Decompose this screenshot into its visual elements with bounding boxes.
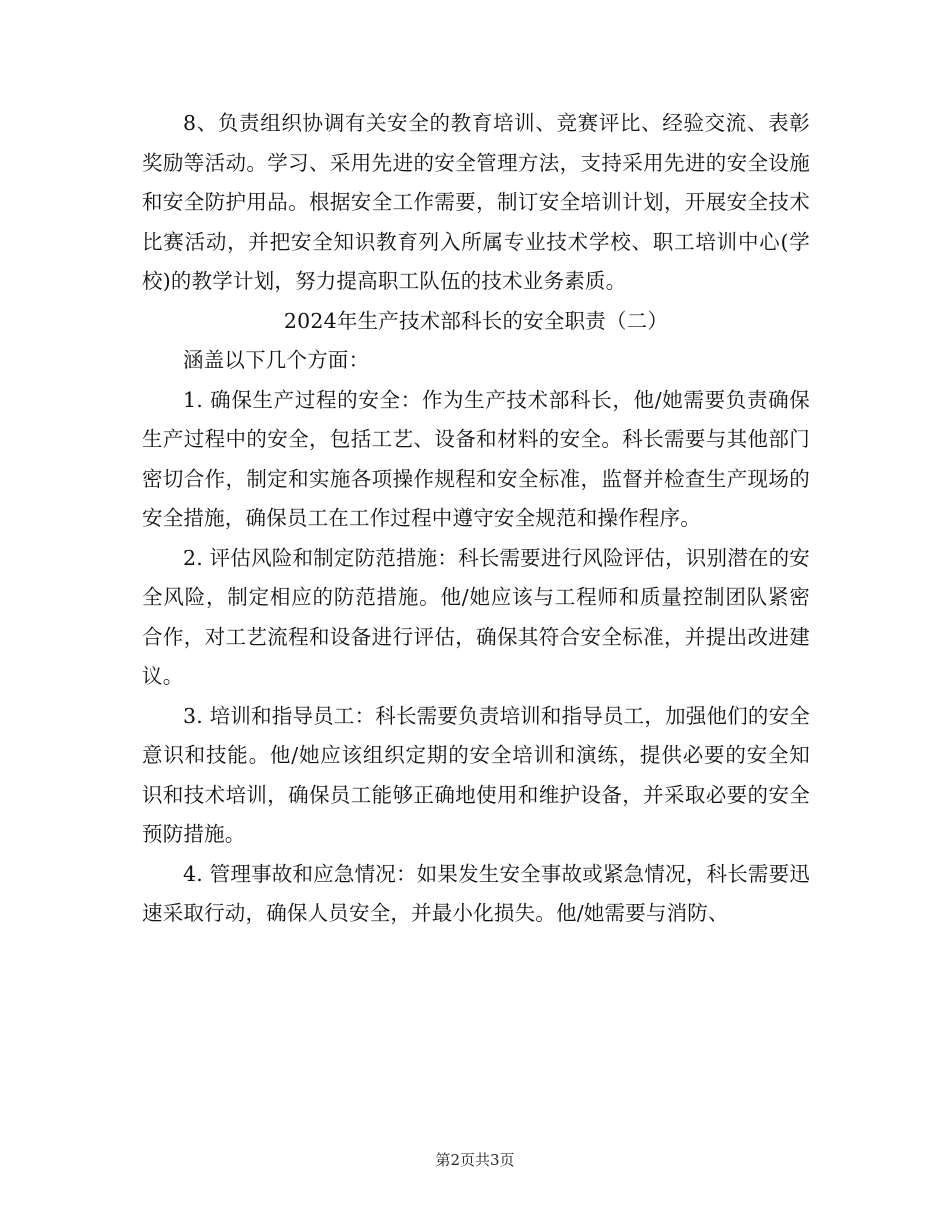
intro-paragraph: 涵盖以下几个方面： [183,348,370,372]
paragraph-item-4: 4. 管理事故和应急情况：如果发生安全事故或紧急情况，科长需要迅速采取行动，确保人员安全，并最小化损失。他/她需要与消防、 [142,861,810,925]
section-title: 2024年生产技术部科长的安全职责（二） [283,308,669,333]
document-body [142,104,810,934]
paragraph-item-2: 2. 评估风险和制定防范措施：科长需要进行风险评估，识别潜在的安全风险，制定相应的防范措施。他/她应该与工程师和质量控制团队紧密合作，对工艺流程和设备进行评估，确保其符合安全标准，并提出改进建议。 [142,545,810,688]
paragraph-item-8: 8、负责组织协调有关安全的教育培训、竞赛评比、经验交流、表彰奖励等活动。学习、采用先进的安全管理方法，支持采用先进的安全设施和安全防护用品。根据安全工作需要，制订安全培训计划，开展安全技术比赛活动，并把安全知识教育列入所属专业技术学校、职工培训中心(学校)的教学计划，努力提高职工队伍的技术业务素质。 [142,111,810,293]
paragraph-item-3: 3. 培训和指导员工：科长需要负责培训和指导员工，加强他们的安全意识和技能。他/她应该组织定期的安全培训和演练，提供必要的安全知识和技术培训，确保员工能够正确地使用和维护设备，并采取必要的安全预防措施。 [142,703,810,846]
page-number: 第2页共3页 [435,1151,515,1169]
paragraph-item-1: 1. 确保生产过程的安全：作为生产技术部科长，他/她需要负责确保生产过程中的安全，包括工艺、设备和材料的安全。科长需要与其他部门密切合作，制定和实施各项操作规程和安全标准，监督并检查生产现场的安全措施，确保员工在工作过程中遵守安全规范和操作程序。 [142,387,810,530]
